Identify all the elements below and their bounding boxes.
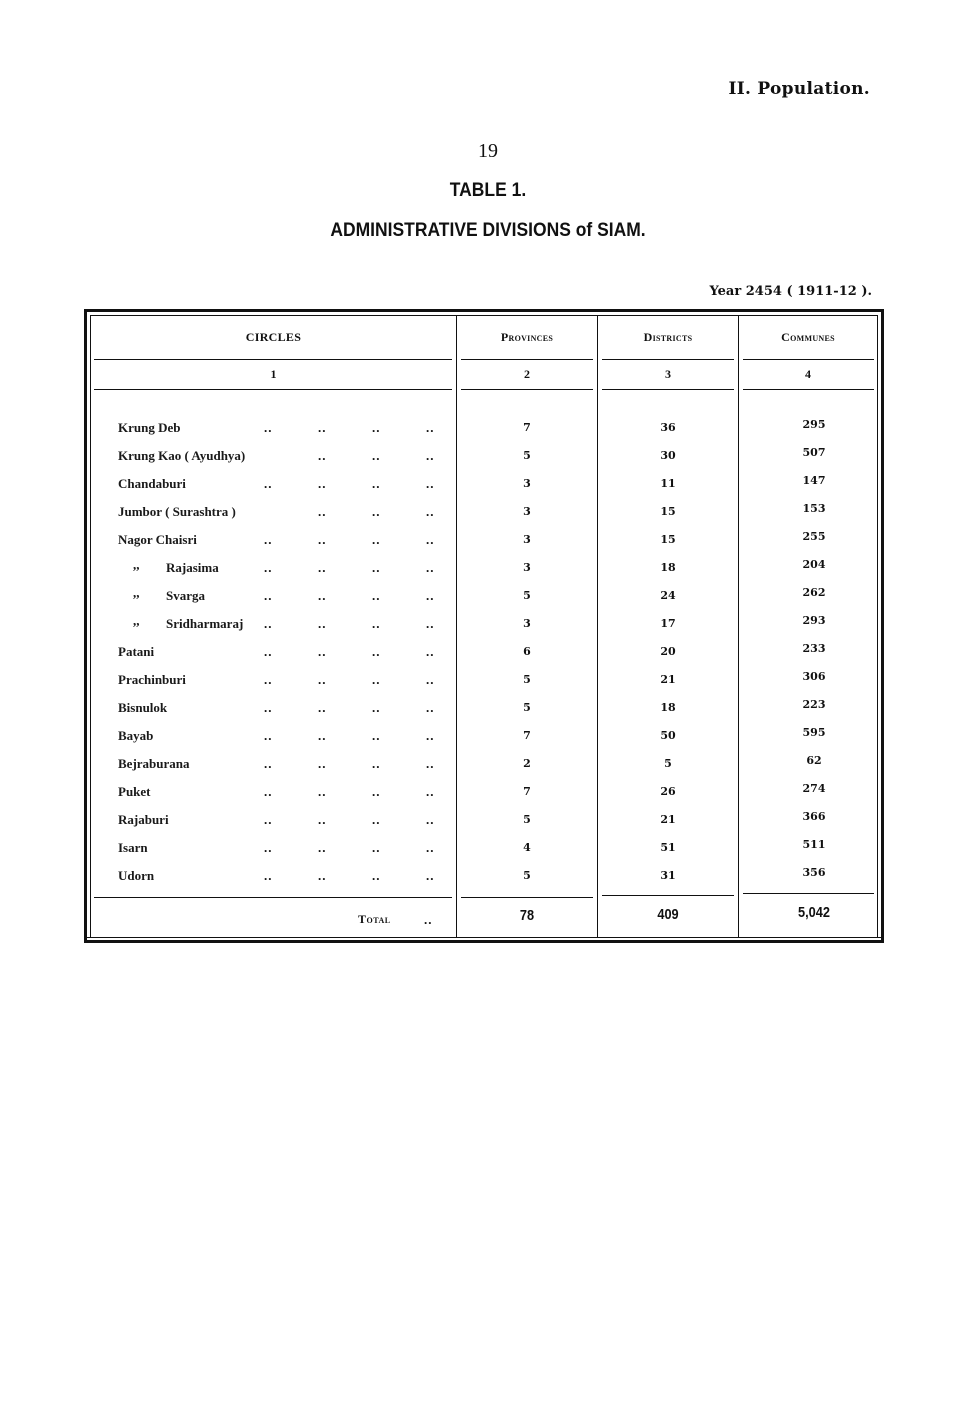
leader-dots: .. [318,420,327,435]
leader-dots: .. [318,700,327,715]
leader-dots: .. [426,756,435,771]
column-number-4: 4 [805,367,811,381]
leader-dots: .. [318,504,327,519]
leader-dots: .. [318,644,327,659]
cell-districts: 15 [660,533,676,546]
leader-dots: .. [372,728,381,743]
cell-provinces: 5 [523,589,531,602]
cell-circle: Rajaburi [118,812,169,827]
cell-circle: Udorn [118,868,155,883]
cell-provinces: 5 [523,449,531,462]
cell-communes: 293 [802,614,826,627]
leader-dots: .. [426,560,435,575]
cell-districts: 50 [660,729,676,742]
total-separator [602,895,734,896]
leader-dots: .. [372,756,381,771]
header-separator [743,359,874,360]
cell-districts: 31 [660,869,676,882]
table-row [92,784,878,804]
cell-districts: 5 [664,757,672,770]
page-number: 19 [478,140,498,162]
cell-communes: 295 [802,418,826,431]
leader-dots: .. [372,448,381,463]
cell-districts: 36 [660,421,676,434]
leader-dots: .. [426,532,435,547]
leader-dots: .. [264,644,273,659]
table-row [92,644,878,664]
total-label: Total [358,912,391,926]
cell-communes: 62 [806,754,822,767]
table-row [92,476,878,496]
table-row [92,557,878,580]
cell-districts: 26 [660,785,676,798]
cell-districts: 21 [660,673,676,686]
header-circles: CIRCLES [245,330,302,344]
cell-provinces: 5 [523,701,531,714]
section-title: II. Population. [728,79,870,99]
header-separator [602,359,734,360]
header-provinces: Provinces [500,330,554,344]
cell-districts: 15 [660,505,676,518]
table-top-border [84,309,884,312]
cell-circle: Prachinburi [118,672,186,687]
leader-dots: .. [372,812,381,827]
table-bottom-border [84,940,884,943]
leader-dots: .. [264,616,273,631]
leader-dots: .. [264,700,273,715]
leader-dots: .. [426,700,435,715]
cell-communes: 274 [802,782,826,795]
cell-communes: 306 [802,670,826,683]
leader-dots: .. [318,784,327,799]
cell-circle: Isarn [118,840,148,855]
leader-dots: .. [426,868,435,883]
column-number-1: 1 [270,367,277,381]
leader-dots: .. [426,616,435,631]
cell-communes: 595 [802,726,826,739]
leader-dots: .. [264,420,273,435]
cell-provinces: 7 [523,729,531,742]
total-districts: 409 [657,906,679,923]
colnum-separator [94,389,452,390]
leader-dots: .. [264,728,273,743]
leader-dots: .. [318,476,327,491]
leader-dots: .. [264,532,273,547]
leader-dots: .. [426,448,435,463]
table-row [92,840,878,860]
cell-communes: 223 [802,698,826,711]
cell-provinces: 5 [523,673,531,686]
leader-dots: .. [372,840,381,855]
leader-dots: .. [318,560,327,575]
cell-provinces: 3 [523,477,531,490]
leader-dots: .. [372,700,381,715]
cell-circle: Bayab [118,728,154,743]
leader-dots: .. [264,672,273,687]
leader-dots: .. [318,616,327,631]
cell-districts: 20 [660,645,676,658]
cell-communes: 507 [802,446,826,459]
cell-provinces: 7 [523,785,531,798]
leader-dots: .. [318,840,327,855]
leader-dots: .. [426,840,435,855]
leader-dots: .. [264,812,273,827]
cell-circle: Chandaburi [118,476,186,491]
table-row [92,504,878,524]
leader-dots: .. [318,588,327,603]
cell-communes: 204 [802,558,826,571]
cell-provinces: 5 [523,869,531,882]
cell-circle: Rajasima [166,560,219,575]
cell-provinces: 2 [523,757,531,770]
header-separator [461,359,593,360]
ditto-mark: ,, [133,585,140,600]
leader-dots: .. [318,728,327,743]
cell-communes: 153 [802,502,826,515]
ditto-mark: ,, [133,613,140,628]
cell-communes: 366 [802,810,826,823]
cell-provinces: 6 [523,645,531,658]
leader-dots: .. [318,756,327,771]
column-number-2: 2 [524,367,530,381]
cell-communes: 233 [802,642,826,655]
cell-circle: Krung Kao ( Ayudhya) [118,448,246,463]
leader-dots: .. [318,448,327,463]
leader-dots: .. [372,476,381,491]
leader-dots: .. [264,476,273,491]
table-row [92,672,878,692]
table-subtitle: ADMINISTRATIVE DIVISIONS of SIAM. [330,220,646,241]
cell-provinces: 3 [523,505,531,518]
cell-circle: Patani [118,644,155,659]
cell-circle: Bisnulok [118,700,168,715]
leader-dots: .. [318,812,327,827]
cell-circle: Jumbor ( Surashtra ) [118,504,236,519]
cell-communes: 255 [802,530,826,543]
leader-dots: .. [372,644,381,659]
table-row [92,868,878,888]
cell-provinces: 5 [523,813,531,826]
table-title: TABLE 1. [449,180,527,201]
cell-districts: 17 [660,617,676,630]
total-leader: .. [424,912,433,927]
cell-circle: Krung Deb [118,420,181,435]
column-number-3: 3 [665,367,671,381]
total-communes: 5,042 [798,904,830,921]
leader-dots: .. [264,784,273,799]
leader-dots: .. [372,420,381,435]
leader-dots: .. [426,672,435,687]
cell-districts: 21 [660,813,676,826]
leader-dots: .. [372,504,381,519]
leader-dots: .. [426,504,435,519]
leader-dots: .. [264,756,273,771]
cell-districts: 51 [660,841,676,854]
leader-dots: .. [318,672,327,687]
header-communes: Communes [781,330,835,344]
total-separator [94,897,452,898]
table-row [92,448,878,468]
table-row [92,420,878,440]
leader-dots: .. [372,616,381,631]
cell-districts: 11 [660,477,676,490]
leader-dots: .. [372,672,381,687]
leader-dots: .. [426,812,435,827]
cell-circle: Svarga [166,588,205,603]
cell-circle: Sridharmaraj [166,616,244,631]
table-row [92,585,878,608]
header-districts: Districts [643,330,693,344]
table-bottom-inner-border [87,937,881,938]
table-left-inner-border [90,315,91,937]
table-row [92,613,878,636]
cell-districts: 18 [660,701,676,714]
leader-dots: .. [426,588,435,603]
cell-circle: Nagor Chaisri [118,532,197,547]
leader-dots: .. [318,868,327,883]
leader-dots: .. [426,476,435,491]
cell-provinces: 3 [523,561,531,574]
cell-districts: 30 [660,449,676,462]
leader-dots: .. [264,560,273,575]
year-label: Year 2454 ( 1911-12 ). [709,284,872,299]
ditto-mark: ,, [133,557,140,572]
leader-dots: .. [264,588,273,603]
cell-communes: 147 [802,474,826,487]
leader-dots: .. [426,728,435,743]
table-row [92,700,878,720]
leader-dots: .. [318,532,327,547]
leader-dots: .. [372,588,381,603]
cell-provinces: 3 [523,533,531,546]
cell-circle: Puket [118,784,151,799]
total-separator [461,897,593,898]
leader-dots: .. [372,784,381,799]
cell-districts: 18 [660,561,676,574]
cell-circle: Bejraburana [118,756,190,771]
table-row [92,756,878,776]
leader-dots: .. [426,420,435,435]
colnum-separator [461,389,593,390]
leader-dots: .. [264,840,273,855]
leader-dots: .. [426,644,435,659]
table-row [92,532,878,552]
table-left-border [84,309,87,942]
cell-communes: 262 [802,586,826,599]
total-separator [743,893,874,894]
leader-dots: .. [426,784,435,799]
cell-provinces: 4 [523,841,531,854]
cell-provinces: 3 [523,617,531,630]
leader-dots: .. [372,868,381,883]
cell-districts: 24 [660,589,676,602]
leader-dots: .. [264,868,273,883]
cell-provinces: 7 [523,421,531,434]
table-row [92,812,878,832]
colnum-separator [602,389,734,390]
table-top-inner-border [90,315,878,316]
cell-communes: 356 [802,866,826,879]
leader-dots: .. [372,532,381,547]
leader-dots: .. [372,560,381,575]
total-provinces: 78 [519,907,535,924]
header-separator [94,359,452,360]
table-row [92,728,878,748]
cell-communes: 511 [802,838,826,851]
colnum-separator [743,389,874,390]
